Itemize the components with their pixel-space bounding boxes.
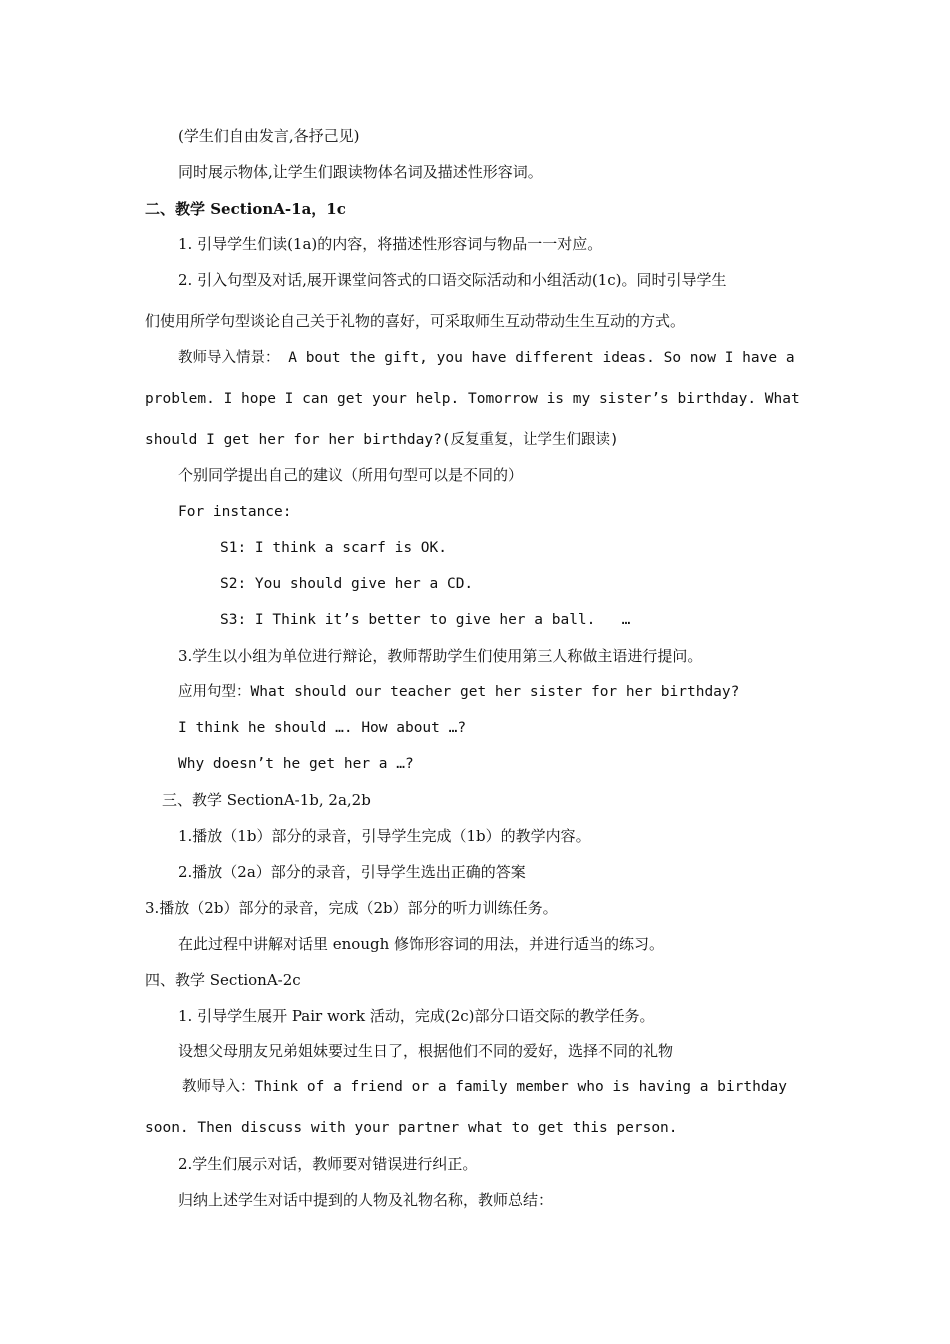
text-line: 3.学生以小组为单位进行辩论，教师帮助学生们使用第三人称做主语进行提问。 [178,647,703,665]
text-line: 3.播放（2b）部分的录音，完成（2b）部分的听力训练任务。 [145,899,558,917]
text-line: Why doesn’t he get her a …? [178,756,414,772]
text-line: 2. 引入句型及对话,展开课堂问答式的口语交际活动和小组活动(1c)。同时引导学生 [178,271,727,289]
example-line: S2: You should give her a CD. [220,576,474,592]
text-line: 1. 引导学生展开 Pair work 活动，完成(2c)部分口语交际的教学任务。 [178,1007,655,1025]
text-line: 设想父母朋友兄弟姐妹要过生日了，根据他们不同的爱好，选择不同的礼物 [178,1042,674,1060]
text-line: should I get her for her birthday?(反复重复，让学生们跟读) [145,432,619,448]
text-line: 1. 引导学生们读(1a)的内容，将描述性形容词与物品一一对应。 [178,235,603,253]
text-line: 教师导入：Think of a friend or a family member who is having a birthday [182,1079,788,1095]
text-line: soon. Then discuss with your partner what to get this person. [145,1120,678,1136]
text-line: 2.播放（2a）部分的录音，引导学生选出正确的答案 [178,863,526,881]
text-line: For instance: [178,504,292,520]
text-line: 归纳上述学生对话中提到的人物及礼物名称，教师总结： [178,1191,554,1209]
text-line: 同时展示物体,让学生们跟读物体名词及描述性形容词。 [178,163,543,181]
example-line: S1: I think a scarf is OK. [220,540,447,556]
text-line: (学生们自由发言,各抒己见) [178,127,360,145]
text-line: 1.播放（1b）部分的录音，引导学生完成（1b）的教学内容。 [178,827,591,845]
example-line: S3: I Think it’s better to give her a ball. … [220,612,631,628]
text-line: 应用句型：What should our teacher get her sister for her birthday? [178,684,740,700]
text-line: 个别同学提出自己的建议（所用句型可以是不同的） [178,466,524,484]
section-heading: 二、教学 SectionA-1a，1c [145,200,346,218]
text-line: problem. I hope I can get your help. Tomorrow is my sister’s birthday. What [145,391,800,407]
text-line: 在此过程中讲解对话里 enough 修饰形容词的用法，并进行适当的练习。 [178,935,665,953]
text-line: 教师导入情景： A bout the gift, you have different ideas. So now I have a [178,350,795,366]
text-line: 2.学生们展示对话，教师要对错误进行纠正。 [178,1155,478,1173]
text-line: 们使用所学句型谈论自己关于礼物的喜好，可采取师生互动带动生生互动的方式。 [145,312,686,330]
text-line: I think he should …. How about …? [178,720,467,736]
section-heading: 四、教学 SectionA-2c [145,971,301,989]
section-heading: 三、教学 SectionA-1b, 2a,2b [162,791,371,809]
